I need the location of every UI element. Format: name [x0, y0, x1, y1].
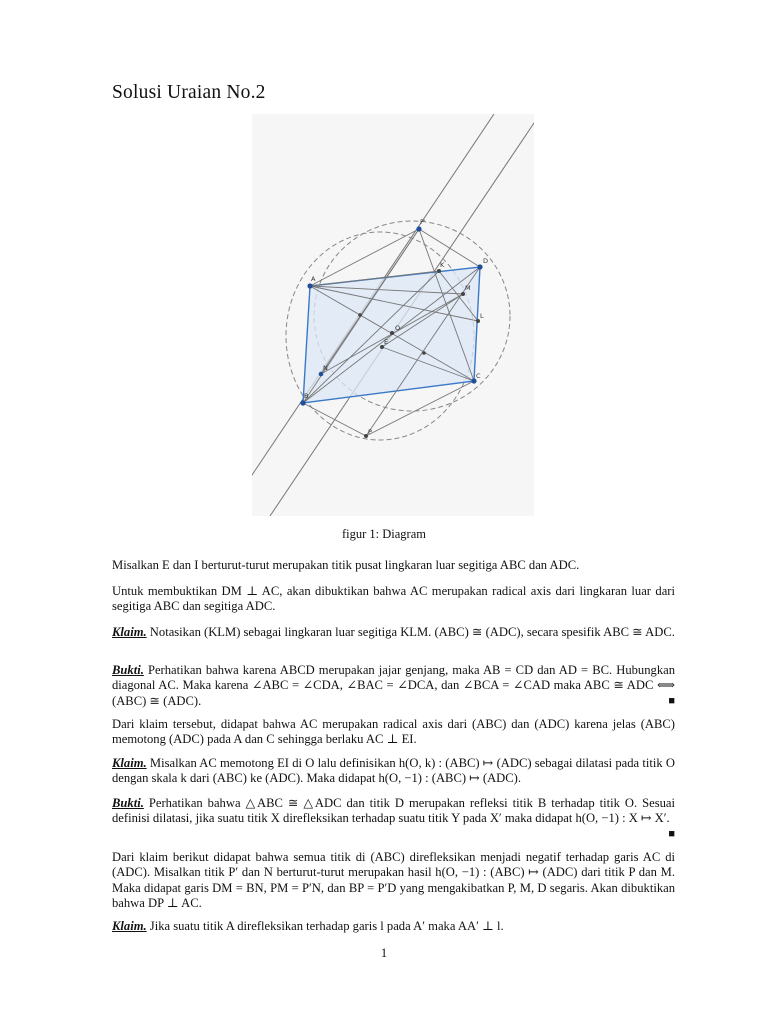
claim-label: Klaim.	[112, 756, 147, 770]
segment-pprime-d	[419, 229, 480, 267]
paragraph-claim-2: Klaim. Misalkan AC memotong EI di O lalu definisikan h(O, k) : (ABC) ↦ (ADC) sebagai dilatasi pada titik O dengan skala k dari (ABC) ke (ADC). Maka didapat h(O, −1) : (ABC) ↦ (ADC).	[112, 756, 675, 786]
claim-label: Klaim.	[112, 625, 147, 639]
point-m	[461, 292, 465, 296]
paragraph-claim-3: Klaim. Jika suatu titik A direfleksikan terhadap garis l pada A′ maka AA′ ⊥ l.	[112, 919, 504, 933]
label-e: E	[384, 338, 389, 346]
geometry-diagram	[252, 114, 534, 516]
point-a	[307, 283, 312, 288]
paragraph-1: Misalkan E dan I berturut-turut merupakan titik pusat lingkaran luar segitiga ABC dan ADC.	[112, 558, 580, 572]
point-pprime	[416, 226, 421, 231]
paragraph-claim-1: Klaim. Notasikan (KLM) sebagai lingkaran luar segitiga KLM. (ABC) ≅ (ADC), secara spesifik ABC ≅ ADC.	[112, 625, 675, 639]
proof-label: Bukti.	[112, 663, 144, 677]
diagram-figure	[252, 114, 534, 516]
label-m: M	[465, 284, 471, 292]
point-b	[300, 400, 305, 405]
label-b: B	[304, 392, 309, 400]
label-a: A	[311, 275, 316, 283]
point-k	[437, 269, 441, 273]
segment-p-b	[303, 403, 366, 436]
point-extra-1	[358, 313, 362, 317]
paragraph-proof-2: Bukti. Perhatikan bahwa △ABC ≅ △ADC dan titik D merupakan refleksi titik B terhadap titik O. Sesuai definisi dilatasi, jika suatu titik X direfleksikan terhadap suatu titik Y pada X′ maka didapat h(O, −1) : X ↦ X′. ■	[112, 796, 675, 842]
claim-label: Klaim.	[112, 919, 147, 933]
figure-caption: figur 1: Diagram	[341, 527, 426, 541]
label-n: N	[323, 364, 328, 372]
paragraph-8: Dari klaim berikut didapat bahwa semua titik di (ABC) direfleksikan menjadi negatif terhadap garis AC di (ADC). Misalkan titik P′ dan N berturut-turut merupakan hasil h(O, −1) : (ABC) ↦ (ADC) dari titik P dan M. Maka didapat garis DM = BN, PM = P′N, dan BP = P′D yang mengakibatkan P, M, D segaris. Akan dibuktikan bahwa DP ⊥ AC.	[112, 850, 675, 910]
label-k: K	[440, 261, 445, 269]
label-l: L	[480, 312, 484, 320]
point-n	[319, 372, 324, 377]
point-d	[477, 264, 482, 269]
label-p: P	[368, 428, 372, 436]
paragraph-5: Dari klaim tersebut, didapat bahwa AC merupakan radical axis dari (ABC) dan (ADC) karena jelas (ABC) memotong (ADC) pada A dan C sehingga berlaku AC ⊥ EI.	[112, 717, 675, 747]
point-o	[390, 331, 394, 335]
paragraph-2: Untuk membuktikan DM ⊥ AC, akan dibuktikan bahwa AC merupakan radical axis dari lingkaran luar dari segitiga ABC dan segitiga ADC.	[112, 584, 675, 614]
page-title: Solusi Uraian No.2	[112, 82, 266, 103]
label-pprime: P'	[420, 218, 426, 226]
label-d: D	[483, 257, 489, 265]
qed-mark: ■	[668, 694, 675, 707]
label-o: O	[395, 324, 401, 332]
page-number: 1	[380, 946, 388, 960]
point-extra-2	[422, 351, 426, 355]
proof-label: Bukti.	[112, 796, 144, 810]
label-c: C	[476, 372, 481, 380]
paragraph-proof-1: Bukti. Perhatikan bahwa karena ABCD merupakan jajar genjang, maka AB = CD dan AD = BC. Hubungkan diagonal AC. Maka karena ∠ABC = ∠CDA, ∠BAC = ∠DCA, dan ∠BCA = ∠CAD maka ABC ≅ ADC ⟺ (ABC) ≅ (ADC). ■	[112, 663, 675, 708]
qed-mark: ■	[668, 827, 675, 840]
